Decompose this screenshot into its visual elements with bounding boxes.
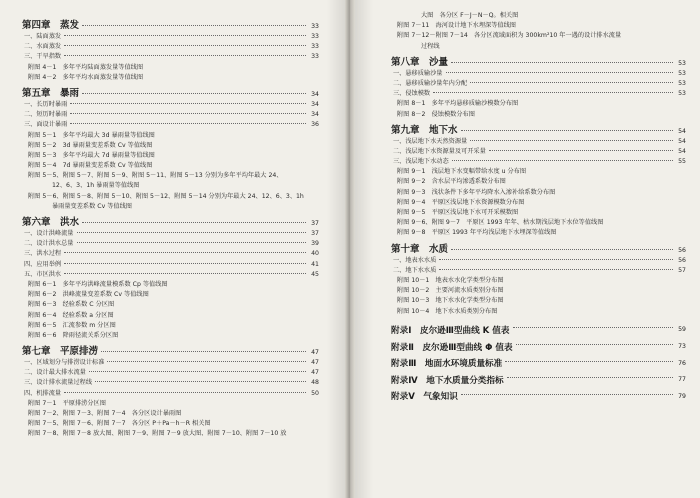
figure-entry: 附图 5－5、附图 5－7、附图 5－9、附图 5－11、附图 5－13 分别为多年平均年最大 24、 [28, 172, 283, 180]
section-label: 二、浅层地下水资源量及可开采量 [393, 147, 486, 155]
page-number: 34 [311, 90, 319, 98]
page-number: 33 [311, 43, 319, 51]
page-number: 54 [678, 137, 686, 145]
leader-dots [507, 377, 673, 378]
toc-section [22, 109, 319, 119]
toc-section [391, 136, 686, 146]
appendix-1 [391, 322, 686, 339]
page-number: 57 [678, 266, 686, 274]
section-label: 二、设计最大排水流量 [24, 369, 86, 377]
page-number: 53 [678, 59, 686, 67]
leader-dots [70, 123, 306, 124]
toc-section [391, 156, 686, 166]
figure-entry: 附图 9－5 平原区浅层地下水可开采模数图 [397, 209, 519, 216]
figure-entry: 附图 9－1 浅层地下水变幅带给水度 u 分布图 [397, 168, 527, 176]
chapter-6-heading [22, 214, 319, 228]
toc-section [22, 31, 319, 41]
page-shadow [355, 0, 373, 498]
leader-dots [505, 361, 673, 362]
leader-dots [64, 252, 306, 253]
figure-entry: 附图 6－6 降雨径流关系分区图 [28, 331, 119, 339]
toc-section [391, 255, 686, 265]
appendix-5 [391, 388, 686, 405]
toc-section [391, 88, 686, 98]
page-number: 55 [678, 158, 686, 166]
section-label: 二、短历时暴雨 [24, 111, 68, 119]
toc-section [391, 68, 686, 78]
section-label: 三、侵蚀模数 [393, 90, 431, 98]
figure-entry: 附图 9－6、附图 9－7 平原区 1993 年年、枯水期浅层地下水位等值线图 [397, 219, 604, 227]
toc-section [22, 377, 319, 387]
chapter-title: 第八章 沙量 [391, 56, 449, 68]
section-label: 二、水面蒸发 [24, 43, 62, 51]
figure-entry: 附图 8－1 多年平均悬移质输沙模数分布图 [397, 100, 519, 108]
figure-entry: 附图 6－3 经验系数 C 分区图 [28, 301, 115, 309]
figure-entry: 附图 10－3 地下水水化学类型分布图 [397, 297, 504, 305]
section-label: 二、设计洪水总量 [24, 240, 74, 248]
leader-dots [439, 269, 673, 270]
page-number: 56 [678, 246, 686, 254]
page-number: 39 [311, 240, 319, 248]
figure-entry: 附图 5－3 多年平均最大 7d 暴雨量等值线图 [28, 151, 155, 159]
figure-entry: 附图 7－11 海河设计地下水埋深等值线图 [397, 22, 516, 30]
figure-entry: 附图 6－2 洪峰流量变差系数 Cv 等值线图 [28, 291, 149, 299]
appendix-title: 附录Ⅰ 皮尔逊Ⅲ型曲线 K 值表 [391, 325, 510, 336]
toc-section [22, 248, 319, 258]
leader-dots [64, 45, 306, 46]
page-number: 40 [311, 250, 319, 258]
figure-entry: 附图 7－5、附图 7－6、附图 7－7 各分区 P＋Pa－h－R 相关图 [28, 420, 211, 428]
figure-entry: 附图 4－1 多年平均陆面蒸发量等值线图 [28, 63, 144, 71]
leader-dots [89, 371, 306, 372]
leader-dots [439, 259, 673, 260]
figure-entry: 附图 5－4 7d 暴雨量变差系数 Cv 等值线图 [28, 162, 153, 170]
figure-entry: 附图 7－1 平原排涝分区图 [28, 399, 106, 407]
leader-dots [433, 92, 673, 93]
page-number: 34 [311, 111, 319, 119]
appendix-4 [391, 371, 686, 388]
chapter-5-heading [22, 85, 319, 99]
leader-dots [452, 160, 673, 161]
figure-entry: 附图 5－6、附图 5－8、附图 5－10、附图 5－12、附图 5－14 分别为年最大 24、12、6、3、1h [28, 192, 304, 200]
section-label: 一、长历时暴雨 [24, 100, 68, 108]
figure-entry: 附图 7－2、附图 7－3、附图 7－4 各分区设计暴雨图 [28, 410, 182, 417]
chapter-title: 第六章 洪水 [22, 217, 80, 228]
page-number: 41 [311, 260, 319, 268]
page-number: 50 [311, 389, 319, 397]
leader-dots [470, 140, 673, 141]
toc-section [22, 41, 319, 51]
toc-section [22, 119, 319, 129]
page-number: 47 [311, 369, 319, 377]
leader-dots [82, 222, 306, 223]
figure-entry-continued: 大图 各分区 F－J－N－Q。相关图 [421, 12, 519, 19]
page-number: 79 [678, 392, 686, 400]
leader-dots [77, 232, 307, 233]
leader-dots [470, 82, 673, 83]
section-label: 三、设计排水流量过程线 [24, 379, 93, 387]
figure-entry: 附图 5－2 3d 暴雨量变差系数 Cv 等值线图 [28, 141, 153, 149]
page-number: 33 [311, 53, 319, 61]
leader-dots [77, 242, 307, 243]
figure-entry: 附图 8－2 侵蚀模数分布图 [397, 110, 475, 118]
section-label: 四、应用举例 [24, 260, 62, 268]
leader-dots [70, 113, 306, 114]
leader-dots [64, 273, 306, 274]
page-number: 37 [311, 220, 319, 227]
appendix-title: 附录Ⅳ 地下水质量分类指标 [391, 375, 504, 386]
page-number: 53 [678, 90, 686, 98]
chapter-9-heading [391, 122, 686, 136]
page-number: 53 [678, 79, 686, 87]
leader-dots [461, 130, 673, 131]
section-label: 三、洪水过程 [24, 250, 62, 258]
right-toc [355, 0, 700, 405]
chapter-title: 第四章 蒸发 [22, 20, 80, 31]
figure-entry: 附图 9－2 含水层平均渗透系数分布图 [397, 178, 506, 186]
leader-dots [489, 150, 673, 151]
toc-section [391, 265, 686, 275]
page-number: 34 [311, 100, 319, 108]
figure-entry: 附图 10－1 地表水水化学类型分布图 [397, 276, 504, 284]
section-label: 一、地表水水质 [393, 256, 437, 264]
figure-entry: 附图 9－8 平原区 1993 年平均浅层地下水埋深等值线图 [397, 229, 557, 237]
figure-entry: 附图 10－2 主要河流水质类别分布图 [397, 287, 504, 295]
page-number: 33 [311, 33, 319, 40]
section-label: 三、面设计暴雨 [24, 121, 68, 129]
leader-dots [516, 344, 673, 345]
leader-dots [446, 72, 674, 73]
page-number: 54 [678, 147, 686, 155]
leader-dots [107, 361, 306, 362]
figure-entry-continued: 过程线 [421, 42, 440, 50]
toc-section [22, 259, 319, 269]
chapter-7-heading [22, 343, 319, 357]
figure-entry: 附图 6－4 经验系数 a 分区图 [28, 311, 114, 319]
left-page [0, 0, 345, 498]
page-number: 33 [311, 23, 319, 30]
page-number: 48 [311, 379, 319, 387]
appendix-3 [391, 355, 686, 372]
leader-dots [82, 25, 306, 26]
chapter-title: 第十章 水质 [391, 243, 449, 255]
section-label: 一、浅层地下水天然资源量 [393, 137, 468, 145]
page-number: 53 [678, 69, 686, 77]
section-label: 一、区域划分与排涝设计标准 [24, 359, 105, 367]
appendix-title: 附录Ⅴ 气象知识 [391, 392, 458, 403]
figure-entry: 附图 7－12－附图 7－14 各分区流域面积为 300km²10 年一遇的设计排水流量 [397, 32, 622, 40]
section-label: 三、干旱指数 [24, 53, 62, 61]
toc-section [391, 78, 686, 88]
page-number: 76 [678, 359, 686, 367]
leader-dots [64, 263, 306, 264]
chapter-4-heading [22, 17, 319, 31]
leader-dots [70, 103, 306, 104]
page-number: 56 [678, 256, 686, 264]
section-label: 一、悬移质输沙量 [393, 69, 443, 77]
section-label: 二、悬移质输沙量年内分配 [393, 79, 468, 87]
page-number: 47 [311, 349, 319, 357]
leader-dots [451, 62, 673, 63]
figure-entry: 附图 9－4 平原区浅层地下水资源模数分布图 [397, 198, 525, 206]
figure-entry: 附图 6－1 多年平均洪峰流量模系数 Cp 等值线图 [28, 280, 168, 288]
appendix-2 [391, 338, 686, 355]
figure-entry-continued: 12、6、3、1h 暴雨量等值线图 [52, 182, 140, 190]
figure-entry-continued: 暴雨量变差系数 Cv 等值线图 [52, 202, 132, 210]
figure-entry: 附图 9－3 浅状条件下多年平均降水入渗补给系数分布图 [397, 188, 556, 196]
page-number: 54 [678, 127, 686, 135]
section-label: 五、市区洪水 [24, 270, 62, 278]
figure-entry: 附图 6－5 汇流参数 m 分区图 [28, 321, 116, 329]
toc-section [391, 146, 686, 156]
leader-dots [513, 327, 674, 328]
page-number: 47 [311, 359, 319, 367]
left-toc [0, 0, 345, 439]
figure-entry: 附图 10－4 地下水水质类别分布图 [397, 307, 498, 315]
leader-dots [461, 394, 673, 395]
appendix-title: 附录Ⅲ 地面水环境质量标准 [391, 359, 503, 370]
figure-entry: 附图 4－2 多年平均水面蒸发量等值线图 [28, 73, 144, 81]
section-label: 一、设计洪峰流量 [24, 230, 74, 237]
page-number: 59 [678, 326, 686, 334]
chapter-title: 第九章 地下水 [391, 124, 458, 136]
chapter-title: 第七章 平原排涝 [22, 346, 99, 358]
leader-dots [64, 35, 306, 36]
section-label: 四、机排流量 [24, 389, 62, 397]
figure-entry: 附图 5－1 多年平均最大 3d 暴雨量等值线图 [28, 131, 155, 139]
toc-section [22, 228, 319, 238]
leader-dots [64, 55, 306, 56]
leader-dots [95, 381, 306, 382]
section-label: 一、陆面蒸发 [24, 33, 62, 40]
page-shadow [327, 0, 345, 498]
leader-dots [451, 249, 673, 250]
page-number: 36 [311, 121, 319, 129]
toc-section [22, 357, 319, 367]
page-number: 77 [678, 376, 686, 384]
leader-dots [82, 93, 306, 94]
toc-section [22, 388, 319, 398]
toc-section [22, 269, 319, 279]
leader-dots [64, 392, 306, 393]
leader-dots [101, 351, 306, 352]
page-number: 37 [311, 230, 319, 237]
chapter-title: 第五章 暴雨 [22, 87, 80, 99]
toc-section [22, 99, 319, 109]
toc-section [22, 367, 319, 377]
chapter-10-heading [391, 241, 686, 255]
right-page [355, 0, 700, 498]
figure-entry: 附图 7－8、附图 7－8 放大图、附图 7－9、附图 7－9 放大图、附图 7－10、附图 7－10 放 [28, 430, 287, 438]
toc-section [22, 51, 319, 61]
section-label: 二、地下水水质 [393, 266, 437, 274]
book-gutter [345, 0, 355, 498]
section-label: 三、浅层地下水动态 [393, 158, 449, 166]
toc-section [22, 238, 319, 248]
page-number: 73 [678, 343, 686, 351]
appendix-title: 附录Ⅱ 皮尔逊Ⅲ型曲线 Φ 值表 [391, 342, 513, 353]
page-number: 45 [311, 270, 319, 278]
chapter-8-heading [391, 54, 686, 68]
